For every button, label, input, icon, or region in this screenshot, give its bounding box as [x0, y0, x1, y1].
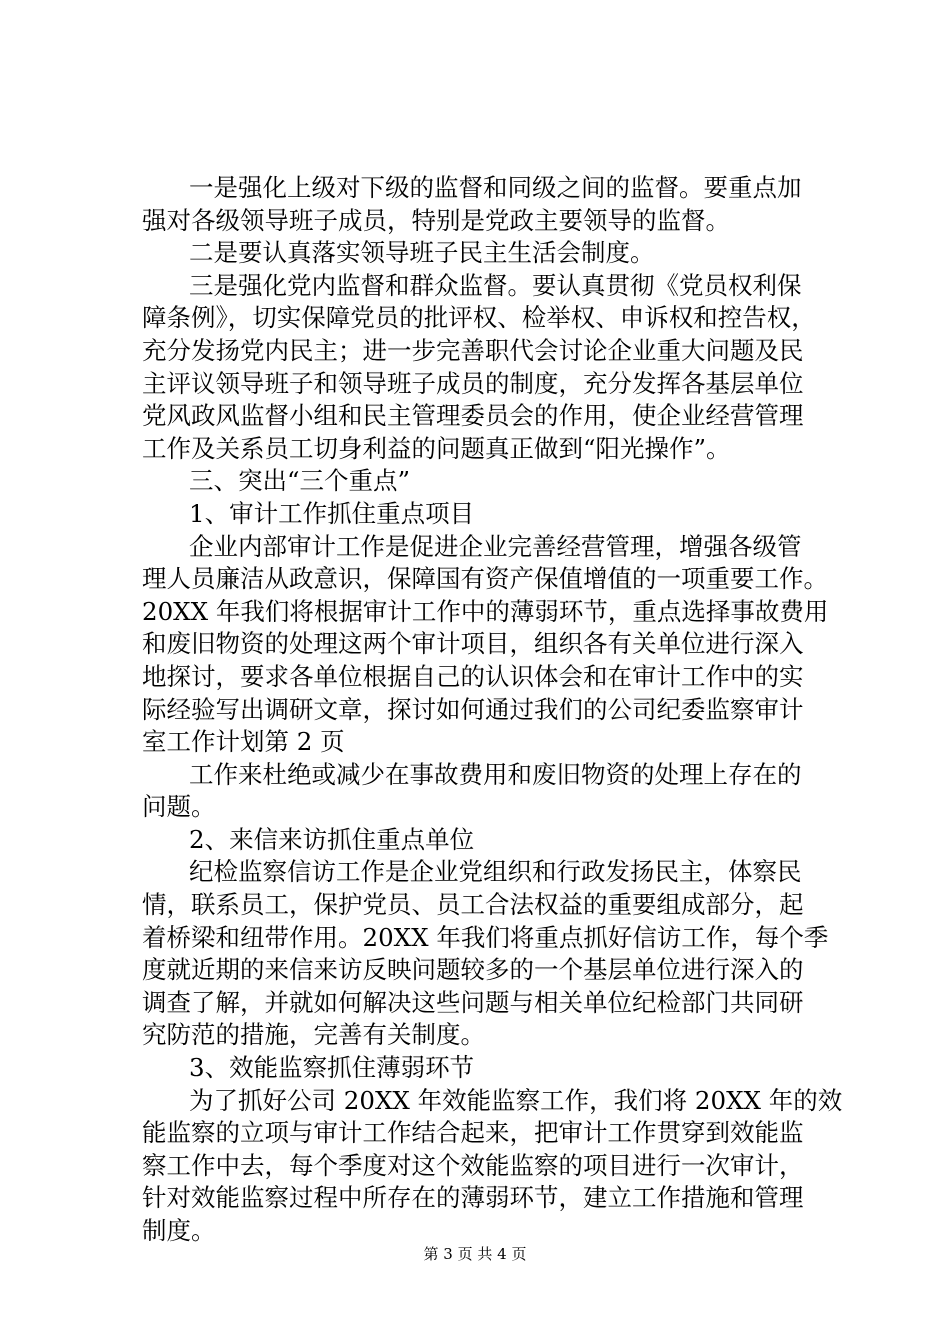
paragraph-line: 理人员廉洁从政意识，保障国有资产保值增值的一项重要工作。 [142, 564, 828, 594]
paragraph-line: 纪检监察信访工作是企业党组织和行政发扬民主，体察民 [189, 857, 802, 887]
paragraph-line: 察工作中去，每个季度对这个效能监察的项目进行一次审计， [142, 1150, 804, 1180]
paragraph-line: 工作来杜绝或减少在事故费用和废旧物资的处理上存在的 [189, 759, 802, 789]
paragraph-line: 际经验写出调研文章，探讨如何通过我们的公司纪委监察审计 [142, 694, 804, 724]
paragraph-line: 地探讨，要求各单位根据自己的认识体会和在审计工作中的实 [142, 661, 804, 691]
paragraph-line: 主评议领导班子和领导班子成员的制度，充分发挥各基层单位 [142, 368, 804, 398]
paragraph-line: 工作及关系员工切身利益的问题真正做到“阳光操作”。 [142, 433, 731, 463]
paragraph-line: 制度。 [142, 1216, 216, 1245]
paragraph-line: 调查了解，并就如何解决这些问题与相关单位纪检部门共同研 [142, 987, 804, 1017]
paragraph-line: 企业内部审计工作是促进企业完善经营管理，增强各级管 [189, 531, 802, 561]
section-heading: 三、突出“三个重点” [189, 466, 411, 496]
paragraph-line: 和废旧物资的处理这两个审计项目，组织各有关单位进行深入 [142, 629, 804, 659]
subsection-heading: 3、效能监察抓住薄弱环节 [189, 1053, 475, 1083]
paragraph-line: 充分发扬党内民主；进一步完善职代会讨论企业重大问题及民 [142, 335, 804, 365]
paragraph-line: 问题。 [142, 792, 216, 822]
paragraph-line: 障条例》，切实保障党员的批评权、检举权、申诉权和控告权， [142, 303, 816, 333]
paragraph-line: 度就近期的来信来访反映问题较多的一个基层单位进行深入的 [142, 955, 804, 985]
paragraph-line: 能监察的立项与审计工作结合起来，把审计工作贯穿到效能监 [142, 1118, 804, 1148]
paragraph-line: 三是强化党内监督和群众监督。要认真贯彻《党员权利保 [189, 270, 802, 300]
paragraph-line: 二是要认真落实领导班子民主生活会制度。 [189, 238, 655, 268]
page-number-footer: 第 3 页 共 4 页 [423, 1245, 527, 1263]
paragraph-line: 强对各级领导班子成员，特别是党政主要领导的监督。 [142, 205, 730, 235]
paragraph-line: 着桥梁和纽带作用。20XX 年我们将重点抓好信访工作，每个季 [142, 922, 829, 952]
paragraph-line: 一是强化上级对下级的监督和同级之间的监督。要重点加 [189, 173, 802, 202]
paragraph-line: 究防范的措施，完善有关制度。 [142, 1020, 485, 1050]
paragraph-line: 针对效能监察过程中所存在的薄弱环节，建立工作措施和管理 [142, 1183, 804, 1213]
paragraph-line: 20XX 年我们将根据审计工作中的薄弱环节，重点选择事故费用 [142, 596, 829, 626]
subsection-heading: 1、审计工作抓住重点项目 [189, 498, 475, 528]
paragraph-line: 室工作计划第 2 页 [142, 727, 345, 757]
subsection-heading: 2、来信来访抓住重点单位 [189, 824, 475, 854]
paragraph-line: 为了抓好公司 20XX 年效能监察工作，我们将 20XX 年的效 [189, 1085, 843, 1115]
paragraph-line: 情，联系员工，保护党员、员工合法权益的重要组成部分，起 [142, 890, 804, 920]
document-body [142, 172, 844, 1248]
paragraph-line: 党风政风监督小组和民主管理委员会的作用，使企业经营管理 [142, 401, 804, 431]
